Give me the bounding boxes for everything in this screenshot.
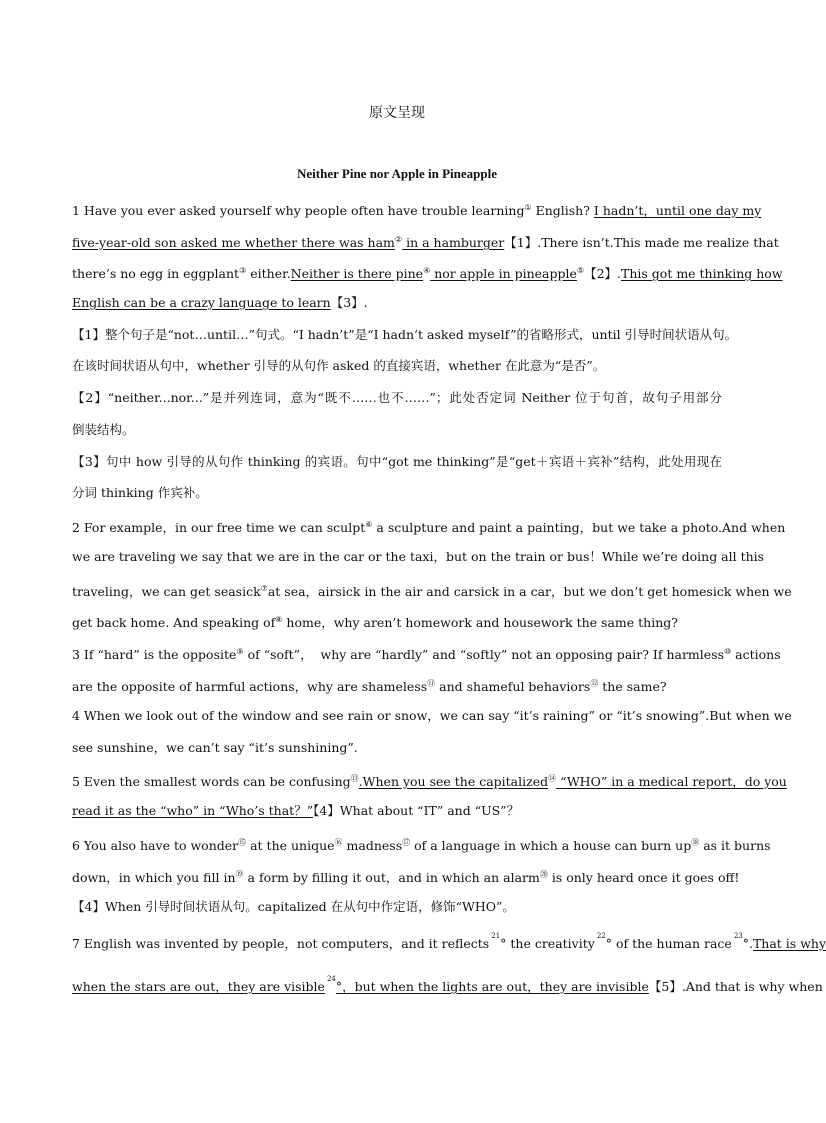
text-line	[72, 262, 783, 283]
text-line	[72, 453, 722, 471]
text-line	[72, 516, 786, 537]
text-segment: either.	[246, 266, 291, 282]
underlined-text: five-year-old son asked me whether there was ham	[72, 235, 395, 251]
annotation-marker: ③	[239, 266, 247, 275]
text-segment: there’s no egg in eggplant	[72, 266, 240, 282]
text-segment: 3 If “hard” is the opposite	[72, 647, 237, 663]
underlined-text: “WHO” in a medical report，do you	[556, 774, 787, 790]
text-line	[72, 739, 722, 757]
annotation-marker: ⑩	[724, 647, 732, 656]
text-line	[72, 484, 722, 502]
text-segment: 4 When we look out of the window and see rain or snow，we can say “it’s raining” or “it’s snowing”.But when we	[72, 708, 792, 723]
underlined-text: English can be a crazy language to learn	[72, 295, 331, 310]
text-line	[72, 611, 722, 632]
annotation-marker: ⑤	[576, 266, 585, 275]
text-segment: 1 Have you ever asked yourself why people often have trouble learning	[72, 203, 525, 219]
text-segment: 5 Even the smallest words can be confusing	[72, 774, 351, 790]
annotation-marker: ⑥	[365, 520, 373, 529]
annotation-marker: ⑫	[590, 679, 599, 688]
text-line	[72, 975, 823, 998]
underlined-text: That is why	[752, 936, 826, 951]
text-segment: are the opposite of harmful actions，why are shameless	[72, 679, 428, 695]
text-line	[72, 231, 779, 252]
annotation-marker: ①	[524, 203, 532, 212]
text-segment: at sea，airsick in the air and carsick in a car，but we don’t get homesick when we	[267, 584, 792, 600]
annotation-marker: 21	[491, 932, 501, 940]
annotation-marker: ⑱	[691, 838, 700, 847]
text-line	[72, 932, 826, 955]
text-line	[72, 675, 722, 696]
text-line	[72, 802, 722, 820]
annotation-marker: ⑦	[260, 584, 268, 593]
text-line	[72, 389, 722, 407]
underlined-text: read it as the “who” in “Who’s that？”	[72, 803, 314, 818]
annotation-marker: ②	[394, 235, 403, 244]
text-segment: actions	[731, 647, 781, 663]
text-segment: °.	[742, 936, 753, 951]
annotation-marker: 22	[596, 932, 606, 940]
text-segment: English?	[531, 203, 594, 219]
annotation-marker: ⑧	[275, 615, 283, 624]
text-segment: down，in which you fill in	[72, 870, 236, 886]
text-segment: home，why aren’t homework and housework the same thing?	[282, 615, 678, 631]
text-line	[72, 707, 792, 725]
annotation-marker: ⑪	[427, 679, 436, 688]
annotation-marker: ⑯	[334, 838, 343, 847]
text-segment: of “soft”， why are “hardly” and “softly” not an opposing pair? If harmless	[243, 647, 725, 663]
text-segment: is only heard once it goes off!	[547, 870, 740, 886]
text-line	[72, 770, 787, 791]
text-line	[72, 548, 765, 566]
text-line	[72, 643, 781, 664]
text-line	[72, 834, 771, 855]
text-segment: 在该时间状语从句中，whether 引导的从句作 asked 的直接宾语，whether 在此意为“是否”。	[72, 358, 606, 373]
underlined-text: °，but when the lights are out，they are invisible	[335, 979, 649, 994]
text-segment: 倒装结构。	[72, 422, 135, 437]
text-segment: 6 You also have to wonder	[72, 838, 239, 854]
text-segment: get back home. And speaking of	[72, 615, 276, 631]
text-segment: see sunshine，we can’t say “it’s sunshining”.	[72, 740, 358, 755]
underlined-text: when the stars are out，they are visible	[72, 979, 325, 994]
text-line	[72, 326, 738, 344]
text-line	[72, 294, 722, 312]
underlined-text: Neither is there pine	[290, 266, 424, 282]
article-title: Neither Pine nor Apple in Pineapple	[297, 166, 497, 181]
underlined-text: This got me thinking how	[621, 266, 783, 282]
text-segment: 分词 thinking 作宾补。	[72, 485, 208, 500]
text-segment: we are traveling we say that we are in the car or the taxi，but on the train or bus！While we’re doing all this	[72, 549, 765, 564]
text-line	[72, 866, 740, 887]
annotation-marker: ⑳	[539, 870, 548, 879]
text-segment: a sculpture and paint a painting，but we take a photo.And when	[372, 520, 786, 536]
underlined-text: I hadn’t，until one day my	[593, 203, 762, 219]
underlined-text: .When you see the capitalized	[358, 774, 549, 790]
text-segment: and shameful behaviors	[435, 679, 591, 695]
text-segment: of a language in which a house can burn up	[410, 838, 692, 854]
text-segment: 【3】.	[330, 295, 368, 310]
underlined-text: nor apple in pineapple	[430, 266, 577, 282]
annotation-marker: ④	[423, 266, 431, 275]
text-segment: 【1】.There isn’t.This made me realize that	[504, 235, 779, 251]
text-segment: ° the creativity	[500, 936, 595, 951]
text-segment: the same?	[598, 679, 667, 695]
page-heading: 原文呈现	[369, 105, 425, 121]
annotation-marker: ⑮	[238, 838, 247, 847]
text-segment: 【2】“neither...nor...”是并列连词，意为“既不……也不……”；此处否定词 Neither 位于句首，故句子用部分	[72, 390, 722, 405]
text-segment: ° of the human race	[605, 936, 732, 951]
text-segment: 【1】整个句子是“not…until…”句式。“I hadn’t”是“I hadn’t asked myself”的省略形式，until 引导时间状语从句。	[72, 327, 738, 342]
text-segment: madness	[342, 838, 403, 854]
text-segment: 【4】When 引导时间状语从句。capitalized 在从句中作定语，修饰“WHO”。	[72, 899, 515, 914]
text-segment: 2 For example，in our free time we can sculpt	[72, 520, 366, 536]
text-segment: 【2】.	[584, 266, 622, 282]
text-segment: at the unique	[246, 838, 335, 854]
text-segment: traveling，we can get seasick	[72, 584, 261, 600]
annotation-marker: ⑨	[236, 647, 244, 656]
annotation-marker: ⑬	[350, 774, 359, 783]
annotation-marker: ⑲	[235, 870, 244, 879]
text-segment: 【3】句中 how 引导的从句作 thinking 的宾语。句中“got me thinking”是“get＋宾语＋宾补”结构，此处用现在	[72, 454, 722, 469]
text-line	[72, 421, 722, 439]
annotation-marker: ⑭	[548, 774, 557, 783]
text-segment: as it burns	[699, 838, 771, 854]
text-segment: 【5】.And that is why when	[648, 979, 823, 994]
text-line	[72, 199, 762, 220]
text-line	[72, 357, 722, 375]
underlined-text: in a hamburger	[402, 235, 505, 251]
text-segment: a form by filling it out，and in which an alarm	[243, 870, 540, 886]
text-line	[72, 898, 722, 916]
text-line	[72, 580, 792, 601]
text-segment: 7 English was invented by people，not computers，and it reflects	[72, 936, 490, 951]
annotation-marker: 23	[733, 932, 743, 940]
annotation-marker: 24	[326, 975, 336, 983]
text-segment: 【4】What about “IT” and “US”？	[313, 803, 520, 818]
annotation-marker: ⑰	[402, 838, 411, 847]
